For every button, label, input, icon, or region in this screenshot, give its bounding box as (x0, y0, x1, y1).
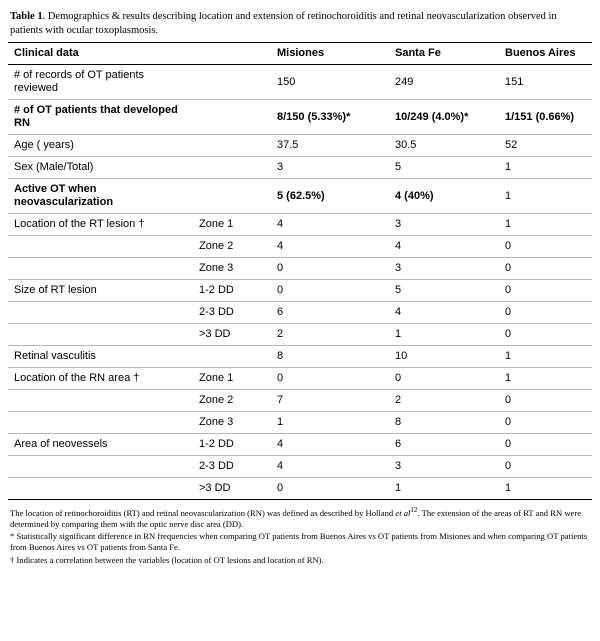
footnote-1-italic: et al (395, 507, 411, 518)
cell-santa-fe: 1 (389, 324, 499, 346)
cell-misiones: 8 (271, 346, 389, 368)
table-row (8, 157, 592, 179)
cell-santa-fe: 30.5 (389, 135, 499, 157)
cell-buenos-aires: 1 (499, 368, 592, 390)
demographics-table (8, 42, 592, 499)
cell-misiones: 6 (271, 302, 389, 324)
cell-buenos-aires: 1 (505, 482, 512, 494)
cell-misiones: 3 (271, 157, 389, 179)
cell-santa-fe: 8 (389, 412, 499, 434)
row-sublabel: Zone 2 (193, 390, 271, 412)
column-header-buenos-aires: Buenos Aires (505, 47, 576, 59)
footnote-1-reference: 12 (410, 506, 418, 514)
row-sublabel: 2-3 DD (193, 302, 271, 324)
table-header-row (8, 43, 592, 65)
table-row (8, 302, 592, 324)
table-row (8, 368, 592, 390)
row-sublabel: Zone 3 (193, 412, 271, 434)
cell-santa-fe: 0 (389, 368, 499, 390)
cell-santa-fe: 6 (389, 434, 499, 456)
cell-misiones: 7 (271, 390, 389, 412)
caption-text: . Demographics & results describing location and extension of retinochoroiditis and retinal neovascularization observed in patients with ocular toxoplasmosis. (10, 11, 557, 36)
row-label (8, 390, 193, 412)
cell-santa-fe: 5 (389, 280, 499, 302)
row-sublabel (193, 100, 271, 135)
column-header-misiones: Misiones (277, 47, 325, 59)
table-row (8, 214, 592, 236)
row-label (8, 258, 193, 280)
table-row (8, 434, 592, 456)
table-row (8, 258, 592, 280)
table-row (8, 236, 592, 258)
cell-santa-fe: 10 (389, 346, 499, 368)
cell-misiones: 2 (271, 324, 389, 346)
table-row (8, 324, 592, 346)
row-sublabel: 1-2 DD (193, 434, 271, 456)
row-label: Sex (Male/Total) (8, 157, 193, 179)
table-row (8, 135, 592, 157)
cell-santa-fe: 10/249 (4.0%)* (389, 100, 499, 135)
cell-santa-fe: 249 (389, 65, 499, 100)
row-sublabel (193, 135, 271, 157)
cell-misiones: 0 (277, 482, 284, 494)
footnote-1-part-c: . The extension of the areas of RT and RN were determined by comparing them with the optic nerve disc area (DD). (10, 507, 582, 530)
cell-misiones: 0 (271, 258, 389, 280)
cell-misiones: 0 (271, 280, 389, 302)
row-sublabel (193, 157, 271, 179)
cell-buenos-aires: 1 (499, 214, 592, 236)
table-row (8, 179, 592, 214)
row-label: Retinal vasculitis (8, 346, 193, 368)
table-row (8, 346, 592, 368)
cell-misiones: 37.5 (271, 135, 389, 157)
footnote-asterisk: * Statistically significant difference in RN frequencies when comparing OT patients from Buenos Aires vs OT patients from Misiones and when comparing OT patients from Buenos Aires vs OT patients from Santa Fe. (10, 531, 588, 553)
row-sublabel: Zone 3 (193, 258, 271, 280)
row-label (8, 478, 193, 500)
row-label (8, 236, 193, 258)
row-sublabel: Zone 2 (193, 236, 271, 258)
row-label: Age ( years) (8, 135, 193, 157)
row-sublabel: 1-2 DD (193, 280, 271, 302)
cell-misiones: 4 (271, 434, 389, 456)
table-row (8, 390, 592, 412)
cell-misiones: 5 (62.5%) (271, 179, 389, 214)
cell-buenos-aires: 1 (499, 179, 592, 214)
row-label (8, 302, 193, 324)
cell-misiones: 4 (271, 236, 389, 258)
table-caption (8, 8, 592, 42)
table-row (8, 65, 592, 100)
row-label: Size of RT lesion (8, 280, 193, 302)
row-label: Area of neovessels (8, 434, 193, 456)
row-label: # of records of OT patients reviewed (8, 65, 193, 100)
cell-buenos-aires: 0 (499, 302, 592, 324)
cell-santa-fe: 5 (389, 157, 499, 179)
row-sublabel: >3 DD (199, 482, 231, 494)
column-header-santa-fe: Santa Fe (395, 47, 441, 59)
table-row (8, 478, 592, 500)
table-body (8, 65, 592, 500)
cell-buenos-aires: 0 (499, 236, 592, 258)
row-sublabel: Zone 1 (193, 214, 271, 236)
column-header-blank (193, 43, 271, 65)
row-label (8, 456, 193, 478)
row-sublabel (193, 179, 271, 214)
cell-buenos-aires: 151 (499, 65, 592, 100)
row-sublabel: >3 DD (193, 324, 271, 346)
table-row (8, 100, 592, 135)
cell-santa-fe: 3 (389, 456, 499, 478)
table-row (8, 456, 592, 478)
table-row (8, 280, 592, 302)
cell-santa-fe: 4 (40%) (389, 179, 499, 214)
cell-buenos-aires: 1 (499, 346, 592, 368)
row-sublabel (193, 65, 271, 100)
cell-buenos-aires: 0 (499, 258, 592, 280)
cell-misiones: 1 (271, 412, 389, 434)
cell-santa-fe: 4 (389, 302, 499, 324)
row-sublabel: Zone 1 (193, 368, 271, 390)
cell-santa-fe: 3 (389, 258, 499, 280)
row-label (8, 412, 193, 434)
cell-buenos-aires: 0 (499, 280, 592, 302)
row-label: # of OT patients that developed RN (8, 100, 193, 135)
cell-buenos-aires: 1/151 (0.66%) (499, 100, 592, 135)
cell-misiones: 8/150 (5.33%)* (271, 100, 389, 135)
cell-misiones: 4 (271, 214, 389, 236)
table-row (8, 412, 592, 434)
footnote-1-part-a: The location of retinochoroiditis (RT) and retinal neovascularization (RN) was defined as described by Holland (10, 507, 396, 518)
cell-misiones: 0 (271, 368, 389, 390)
row-label: Active OT when neovascularization (8, 179, 193, 214)
cell-buenos-aires: 0 (499, 434, 592, 456)
caption-label: Table 1 (10, 11, 43, 22)
footnote-dagger: † Indicates a correlation between the variables (location of OT lesions and location of RN). (10, 554, 324, 565)
cell-santa-fe: 4 (389, 236, 499, 258)
cell-santa-fe: 1 (395, 482, 402, 494)
cell-buenos-aires: 0 (499, 390, 592, 412)
cell-buenos-aires: 1 (499, 157, 592, 179)
footnote-definitions (10, 505, 590, 530)
row-label: Location of the RN area † (8, 368, 193, 390)
cell-buenos-aires: 52 (499, 135, 592, 157)
row-sublabel (193, 346, 271, 368)
table-footnotes (8, 500, 592, 566)
cell-buenos-aires: 0 (499, 324, 592, 346)
row-label (8, 324, 193, 346)
cell-santa-fe: 3 (389, 214, 499, 236)
row-label: Location of the RT lesion † (8, 214, 193, 236)
cell-misiones: 150 (271, 65, 389, 100)
cell-misiones: 4 (271, 456, 389, 478)
cell-buenos-aires: 0 (499, 456, 592, 478)
cell-buenos-aires: 0 (499, 412, 592, 434)
column-header-clinical-data: Clinical data (14, 47, 79, 59)
row-sublabel: 2-3 DD (193, 456, 271, 478)
cell-santa-fe: 2 (389, 390, 499, 412)
